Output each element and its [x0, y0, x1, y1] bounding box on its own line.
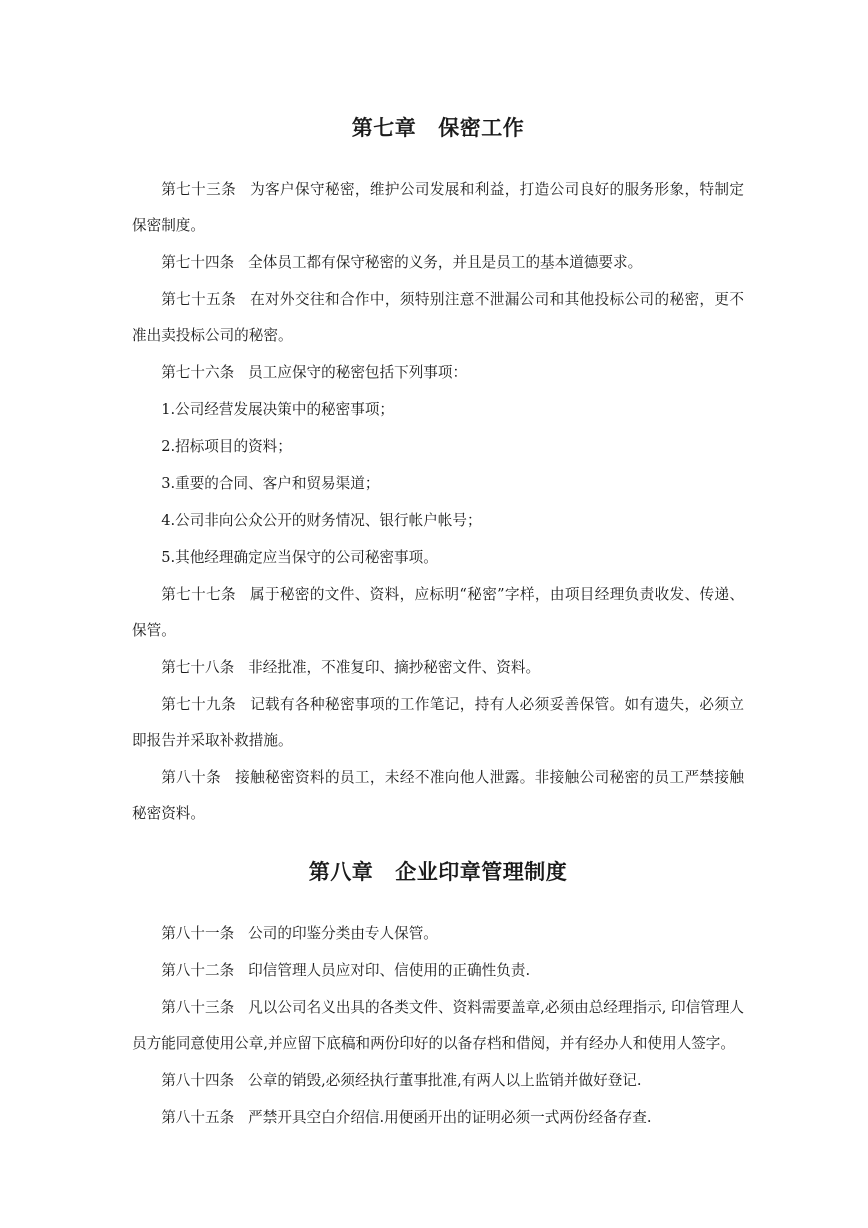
article-label: 第八十条 [161, 769, 222, 786]
list-item: 4.公司非向公众公开的财务情况、银行帐户帐号； [161, 512, 482, 529]
list-item: 1.公司经营发展决策中的秘密事项； [161, 401, 395, 418]
chapter-8-title: 企业印章管理制度 [395, 860, 568, 884]
article-74 [132, 245, 744, 281]
article-label: 第八十四条 [161, 1072, 235, 1089]
chapter-7-title: 保密工作 [438, 116, 525, 140]
article-text: 凡以公司名义出具的各类文件、资料需要盖章,必须由总经理指示, 印信管理人员方能同意使用公章,并应留下底稿和两份印好的以备存档和借阅，并有经办人和使用人签字。 [132, 999, 744, 1052]
article-label: 第八十五条 [161, 1109, 235, 1126]
chapter-8-heading [132, 854, 744, 890]
article-text: 全体员工都有保守秘密的义务，并且是员工的基本道德要求。 [248, 254, 643, 271]
article-label: 第七十四条 [161, 254, 235, 271]
article-text: 非经批准，不准复印、摘抄秘密文件、资料。 [248, 659, 541, 676]
document-content [132, 110, 744, 1137]
article-text: 严禁开具空白介绍信.用便函开出的证明必须一式两份经备存查. [248, 1109, 652, 1126]
chapter-7-number: 第七章 [351, 116, 417, 140]
article-label: 第八十三条 [161, 999, 235, 1016]
article-label: 第七十八条 [161, 659, 235, 676]
article-label: 第八十一条 [161, 925, 235, 942]
article-84 [132, 1063, 744, 1099]
article-83 [132, 990, 744, 1062]
article-text: 印信管理人员应对印、信使用的正确性负责. [248, 962, 531, 979]
chapter-7-heading [132, 110, 744, 146]
list-item: 3.重要的合同、客户和贸易渠道； [161, 475, 380, 492]
article-text: 公司的印鉴分类由专人保管。 [248, 925, 438, 942]
article-label: 第七十六条 [161, 364, 235, 381]
article-text: 在对外交往和合作中，须特别注意不泄漏公司和其他投标公司的秘密，更不准出卖投标公司的秘密。 [132, 291, 744, 344]
chapter-8-number: 第八章 [308, 860, 374, 884]
article-label: 第七十七条 [161, 586, 236, 603]
article-85 [132, 1100, 744, 1136]
article-73 [132, 172, 744, 244]
article-79 [132, 687, 744, 759]
article-label: 第七十三条 [161, 181, 237, 198]
article-82 [132, 953, 744, 989]
article-text: 接触秘密资料的员工，未经不准向他人泄露。非接触公司秘密的员工严禁接触秘密资料。 [132, 769, 744, 822]
article-text: 记载有各种秘密事项的工作笔记，持有人必须妥善保管。如有遗失，必须立即报告并采取补救措施。 [132, 696, 744, 749]
article-text: 员工应保守的秘密包括下列事项： [248, 364, 468, 381]
article-label: 第七十九条 [161, 696, 237, 713]
article-label: 第八十二条 [161, 962, 235, 979]
article-81 [132, 916, 744, 952]
list-item: 5.其他经理确定应当保守的公司秘密事项。 [161, 549, 438, 566]
article-76 [132, 355, 744, 391]
article-label: 第七十五条 [161, 291, 237, 308]
article-78 [132, 650, 744, 686]
article-75 [132, 282, 744, 354]
article-text: 为客户保守秘密，维护公司发展和利益，打造公司良好的服务形象，特制定保密制度。 [132, 181, 744, 234]
list-item: 2.招标项目的资料； [161, 438, 292, 455]
article-text: 属于秘密的文件、资料，应标明“秘密”字样，由项目经理负责收发、传递、保管。 [132, 586, 744, 639]
article-text: 公章的销毁,必须经执行董事批准,有两人以上监销并做好登记. [248, 1072, 642, 1089]
article-80 [132, 760, 744, 832]
article-77 [132, 577, 744, 649]
